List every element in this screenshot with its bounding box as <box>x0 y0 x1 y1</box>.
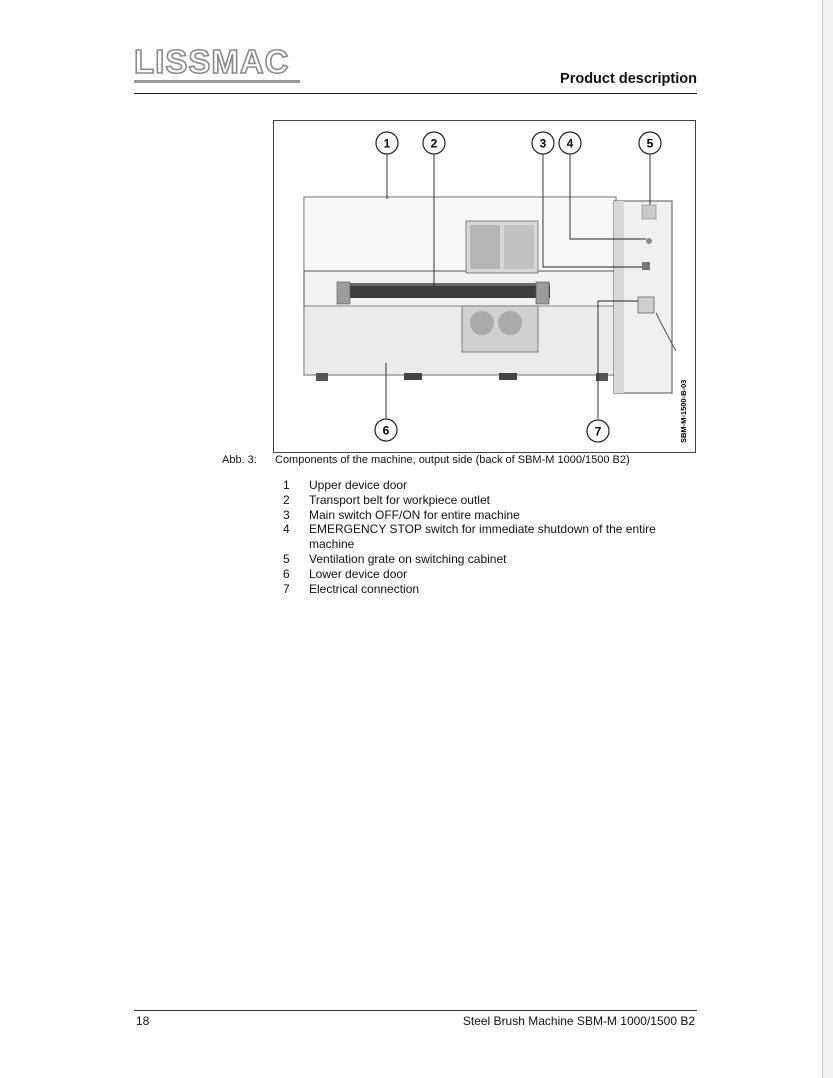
electrical-connection <box>638 297 654 313</box>
header-divider <box>134 93 697 94</box>
legend-text: Transport belt for workpiece outlet <box>309 492 490 507</box>
legend-item <box>283 552 703 567</box>
page-number: 18 <box>136 1014 150 1028</box>
callout-1 <box>376 132 398 154</box>
legend-item <box>283 582 703 597</box>
document-title: Steel Brush Machine SBM-M 1000/1500 B2 <box>462 1014 695 1028</box>
legend-text: Main switch OFF/ON for entire machine <box>309 507 520 522</box>
machine-figure <box>273 120 696 453</box>
legend-item <box>283 478 703 493</box>
legend-number: 2 <box>283 492 290 507</box>
ventilation-grate <box>642 205 656 219</box>
callout-2-label: 2 <box>430 136 438 151</box>
legend-number: 5 <box>283 551 290 566</box>
legend-number: 7 <box>283 581 290 596</box>
legend-text: Electrical connection <box>309 581 420 596</box>
upper-fan-unit <box>466 221 538 273</box>
component-legend <box>283 478 703 596</box>
logo-text: LISSMAC <box>134 43 290 80</box>
callout-6-label: 6 <box>382 423 390 438</box>
main-switch <box>642 262 650 270</box>
callout-5-label: 5 <box>646 136 654 151</box>
legend-text: Lower device door <box>309 566 408 581</box>
switching-cabinet <box>614 201 676 393</box>
callout-6 <box>375 419 397 441</box>
callout-3 <box>532 132 554 154</box>
legend-item <box>283 567 703 582</box>
callout-2 <box>423 132 445 154</box>
callout-7-label: 7 <box>594 424 602 439</box>
lower-fan-unit <box>462 306 538 352</box>
legend-item <box>283 508 703 523</box>
callout-7 <box>587 420 609 442</box>
callout-1-label: 1 <box>383 136 391 151</box>
callout-5 <box>639 132 661 154</box>
callout-3-label: 3 <box>539 136 547 151</box>
footer-divider <box>134 1010 697 1011</box>
machine-illustration <box>274 121 695 452</box>
lissmac-logo <box>134 42 304 86</box>
figure-caption: Components of the machine, output side (back of SBM-M 1000/1500 B2) <box>275 454 630 466</box>
legend-number: 6 <box>283 566 290 581</box>
legend-text: EMERGENCY STOP switch for immediate shutdown of the entire machine <box>309 522 656 552</box>
image-code: SBM-M-1500-B-03 <box>679 379 688 443</box>
legend-number: 1 <box>283 478 290 492</box>
callout-4 <box>559 132 581 154</box>
legend-number: 3 <box>283 507 290 522</box>
callout-4-label: 4 <box>566 136 574 151</box>
legend-number: 4 <box>283 522 290 537</box>
page-edge <box>822 0 833 1078</box>
section-title: Product description <box>560 71 697 87</box>
legend-text: Ventilation grate on switching cabinet <box>309 551 507 566</box>
legend-item <box>283 493 703 508</box>
figure-caption-label: Abb. 3: <box>222 454 257 466</box>
legend-text: Upper device door <box>309 478 408 492</box>
legend-item <box>283 522 703 552</box>
emergency-stop-switch <box>646 238 652 244</box>
